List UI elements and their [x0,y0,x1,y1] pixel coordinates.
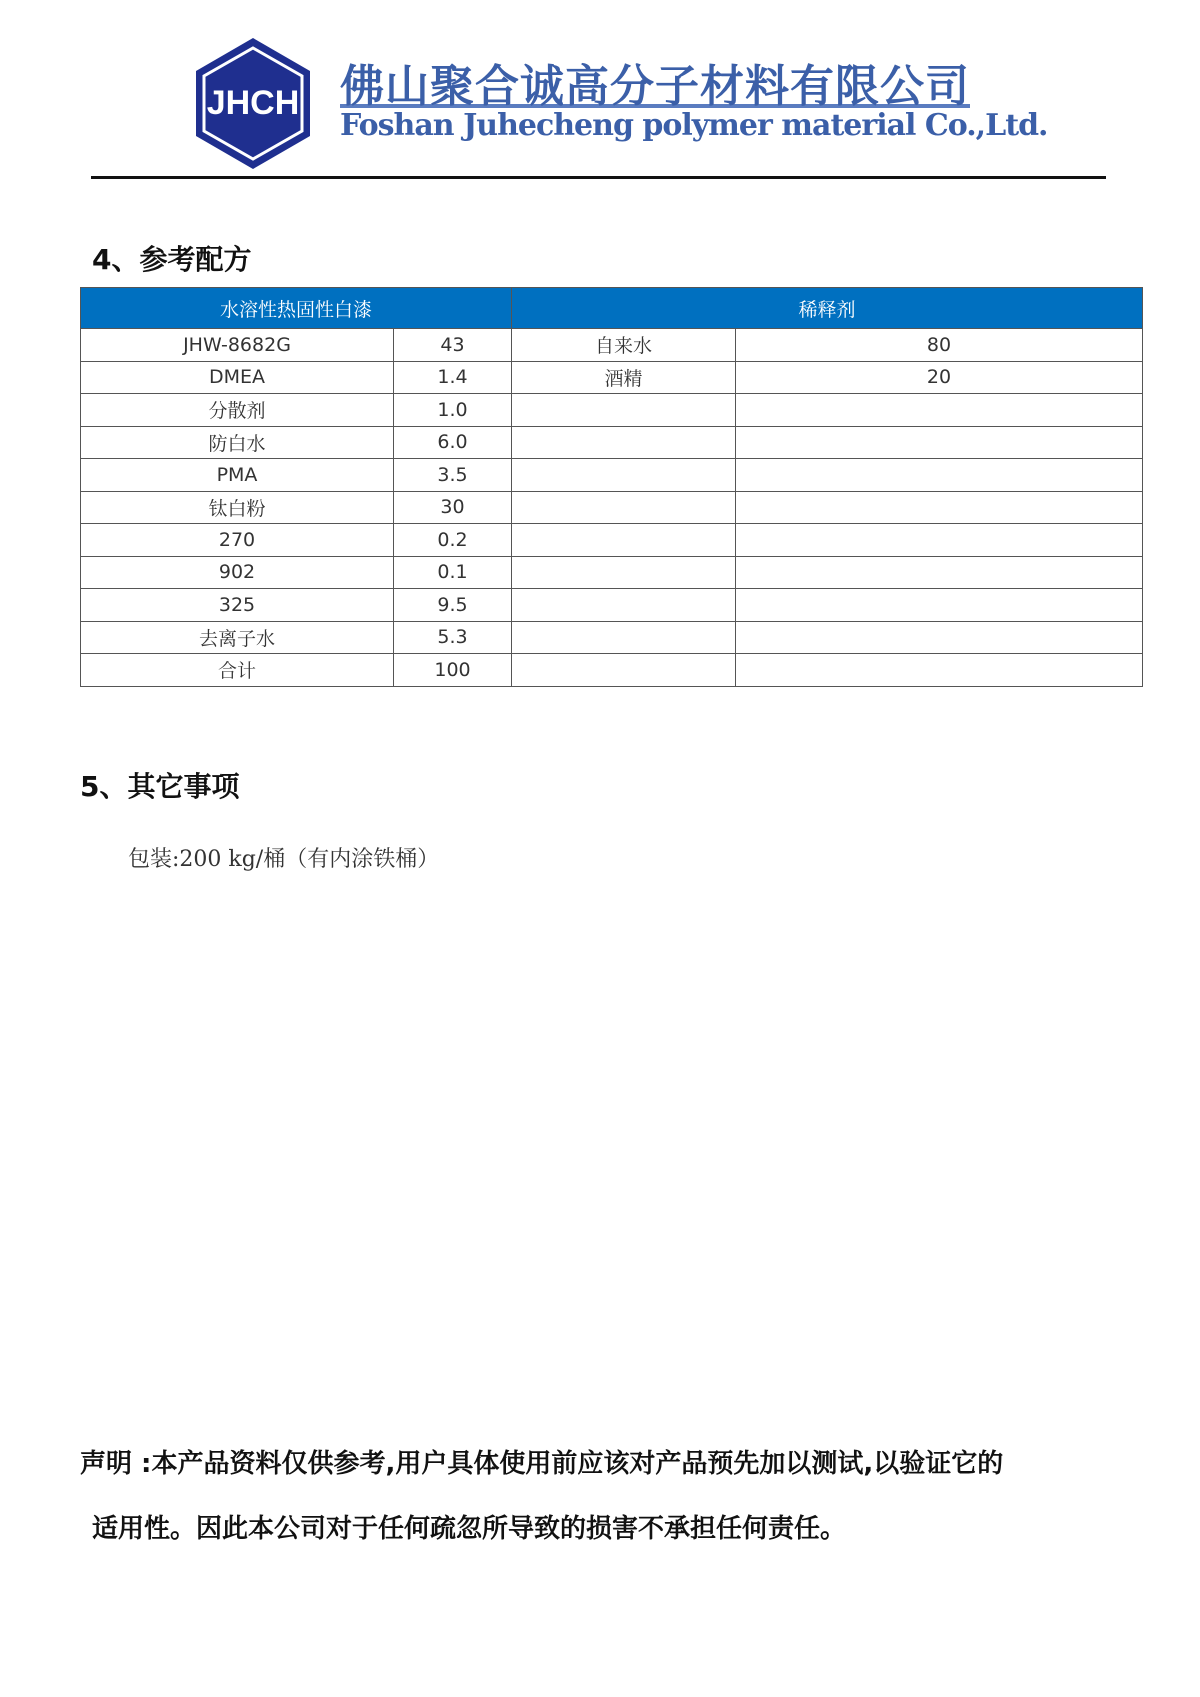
ingredient-cell: PMA [81,459,394,492]
diluent-amount-cell [736,556,1143,589]
diluent-amount-cell [736,621,1143,654]
diluent-amount-cell [736,426,1143,459]
ingredient-cell: 去离子水 [81,621,394,654]
ingredient-cell: 分散剂 [81,394,394,427]
diluent-cell [512,621,736,654]
amount-cell: 1.4 [394,361,512,394]
diluent-amount-cell [736,459,1143,492]
amount-cell: 100 [394,654,512,687]
ingredient-cell: 合计 [81,654,394,687]
table-row [81,329,1143,362]
table-row [81,426,1143,459]
table-row [81,524,1143,557]
ingredient-cell: 270 [81,524,394,557]
header-diluent: 稀释剂 [512,288,1143,329]
ingredient-cell: 钛白粉 [81,491,394,524]
table-row [81,459,1143,492]
packaging-text: 包装:200 kg/桶（有内涂铁桶） [128,847,440,872]
diluent-cell [512,524,736,557]
amount-cell: 1.0 [394,394,512,427]
table-row [81,394,1143,427]
ingredient-cell: JHW-8682G [81,329,394,362]
ingredient-cell: 325 [81,589,394,622]
diluent-cell [512,426,736,459]
table-row [81,361,1143,394]
amount-cell: 43 [394,329,512,362]
diluent-cell [512,394,736,427]
table-row [81,491,1143,524]
logo-text: JHCH [206,84,300,122]
amount-cell: 0.2 [394,524,512,557]
header-paint: 水溶性热固性白漆 [81,288,512,329]
section-4-title: 4、参考配方 [92,243,252,276]
diluent-amount-cell [736,589,1143,622]
diluent-cell [512,654,736,687]
diluent-amount-cell [736,491,1143,524]
amount-cell: 0.1 [394,556,512,589]
diluent-amount-cell: 20 [736,361,1143,394]
diluent-amount-cell: 80 [736,329,1143,362]
ingredient-cell: DMEA [81,361,394,394]
diluent-cell [512,491,736,524]
diluent-cell [512,556,736,589]
table-row [81,589,1143,622]
amount-cell: 5.3 [394,621,512,654]
amount-cell: 6.0 [394,426,512,459]
company-logo [192,36,314,171]
statement-line-2: 适用性。因此本公司对于任何疏忽所导致的损害不承担任何责任。 [92,1514,847,1544]
statement-line-1: 声明 :本产品资料仅供参考,用户具体使用前应该对产品预先加以测试,以验证它的 [80,1449,1004,1479]
ingredient-cell: 防白水 [81,426,394,459]
formula-table [80,287,1143,687]
diluent-amount-cell [736,654,1143,687]
diluent-amount-cell [736,524,1143,557]
table-row [81,556,1143,589]
diluent-cell [512,459,736,492]
diluent-cell: 酒精 [512,361,736,394]
section-5-title: 5、其它事项 [80,770,240,803]
table-row [81,621,1143,654]
diluent-cell: 自来水 [512,329,736,362]
ingredient-cell: 902 [81,556,394,589]
amount-cell: 30 [394,491,512,524]
company-name-en: Foshan Juhecheng polymer material Co.,Ltd. [340,108,1048,143]
amount-cell: 9.5 [394,589,512,622]
diluent-amount-cell [736,394,1143,427]
amount-cell: 3.5 [394,459,512,492]
header-divider [91,176,1106,179]
diluent-cell [512,589,736,622]
table-row [81,654,1143,687]
company-name-cn: 佛山聚合诚高分子材料有限公司 [340,61,970,112]
